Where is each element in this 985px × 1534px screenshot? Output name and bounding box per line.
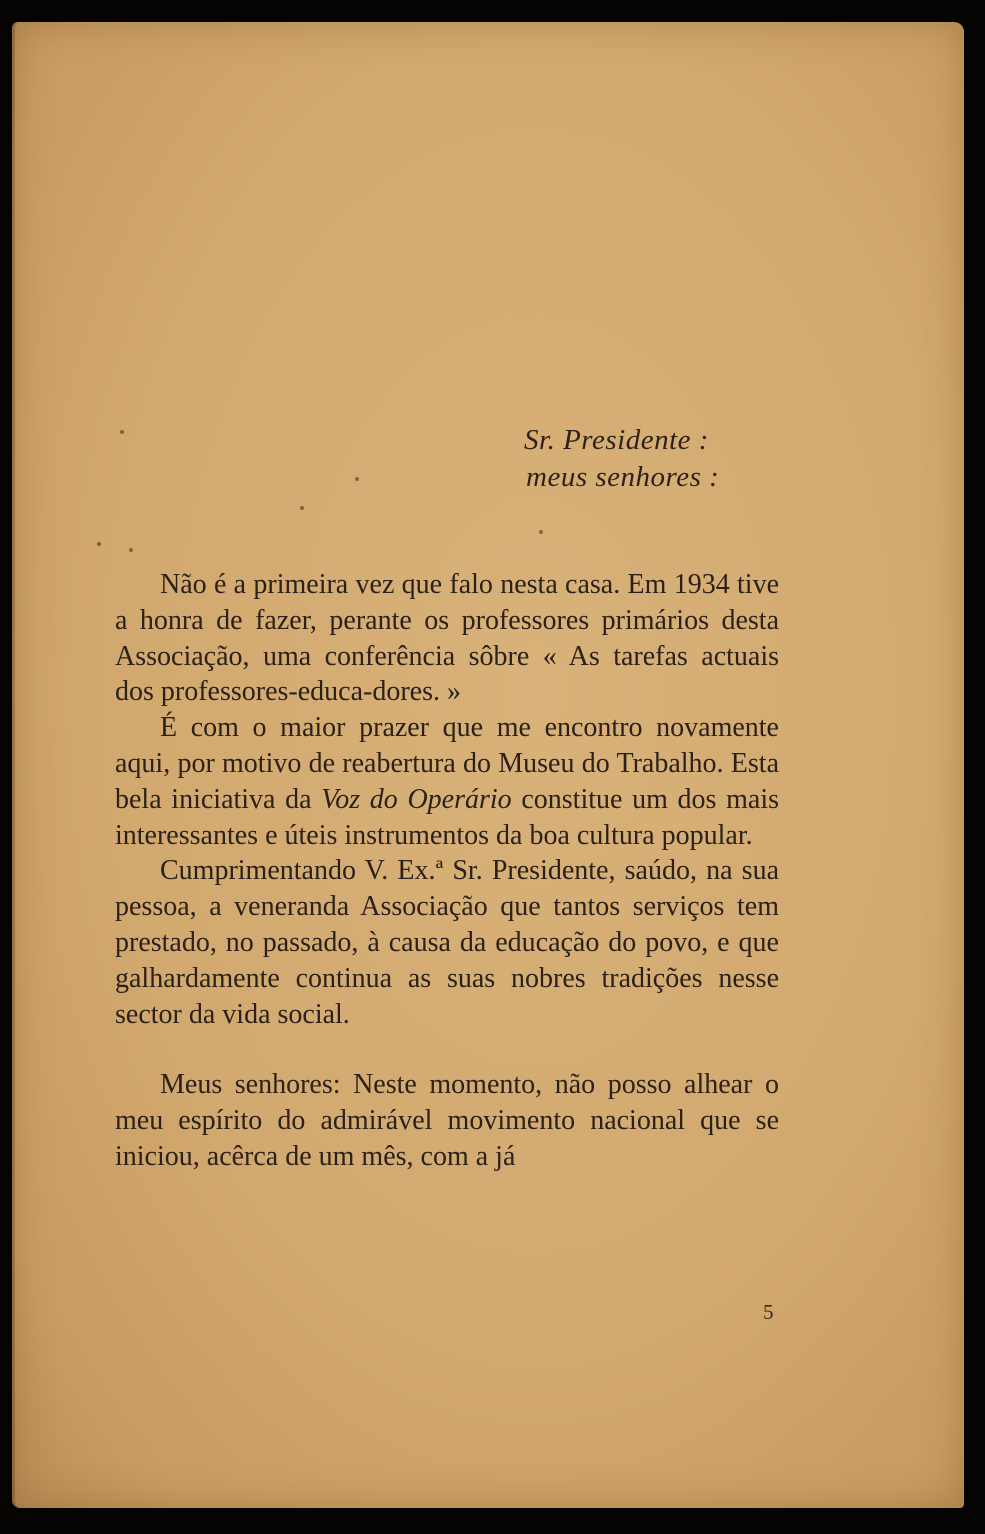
paragraph-2-text-end: constitue um dos mais interessantes e úteis instrumentos da boa cultura popular.: [115, 783, 779, 851]
paragraph-2: [115, 710, 779, 853]
paragraph-3: [115, 853, 779, 1032]
paragraph-3-text: Cumprimentando V. Ex.ª Sr. Presidente, saúdo, na sua pessoa, a veneranda Associação que tantos serviços tem prestado, no passado, à causa da educação do povo, e que galhardamente continua as suas nobres tradições nesse sector da vida social.: [115, 855, 779, 1030]
ink-speck: [129, 548, 133, 552]
ink-speck: [300, 506, 304, 510]
paragraph-4: [115, 1067, 779, 1174]
ink-speck: [539, 530, 543, 534]
salutation-line-1: Sr. Presidente :: [524, 424, 709, 456]
paragraph-1: [115, 567, 779, 710]
salutation: [524, 422, 719, 496]
page-number: 5: [763, 1300, 774, 1324]
paragraph-2-text-start: É com o maior prazer que me encontro novamente aqui, por motivo de reabertura do Museu do Trabalho. Esta bela iniciativa da: [115, 712, 779, 815]
body-text: [115, 567, 779, 1175]
salutation-line-2: meus senhores :: [526, 461, 720, 493]
paragraph-1-text: Não é a primeira vez que falo nesta casa. Em 1934 tive a honra de fazer, perante os professores primários desta Associação, uma conferência sôbre « As tarefas actuais dos professores-educa-dores. »: [115, 569, 779, 708]
paragraph-2-italic-title: Voz do Operário: [321, 783, 512, 815]
ink-speck: [120, 430, 124, 434]
book-page: [12, 22, 964, 1508]
paragraph-4-text: Meus senhores: Neste momento, não posso alhear o meu espírito do admirável movimento nacional que se iniciou, acêrca de um mês, com a já: [115, 1069, 779, 1172]
ink-speck: [97, 542, 101, 546]
ink-speck: [355, 477, 359, 481]
